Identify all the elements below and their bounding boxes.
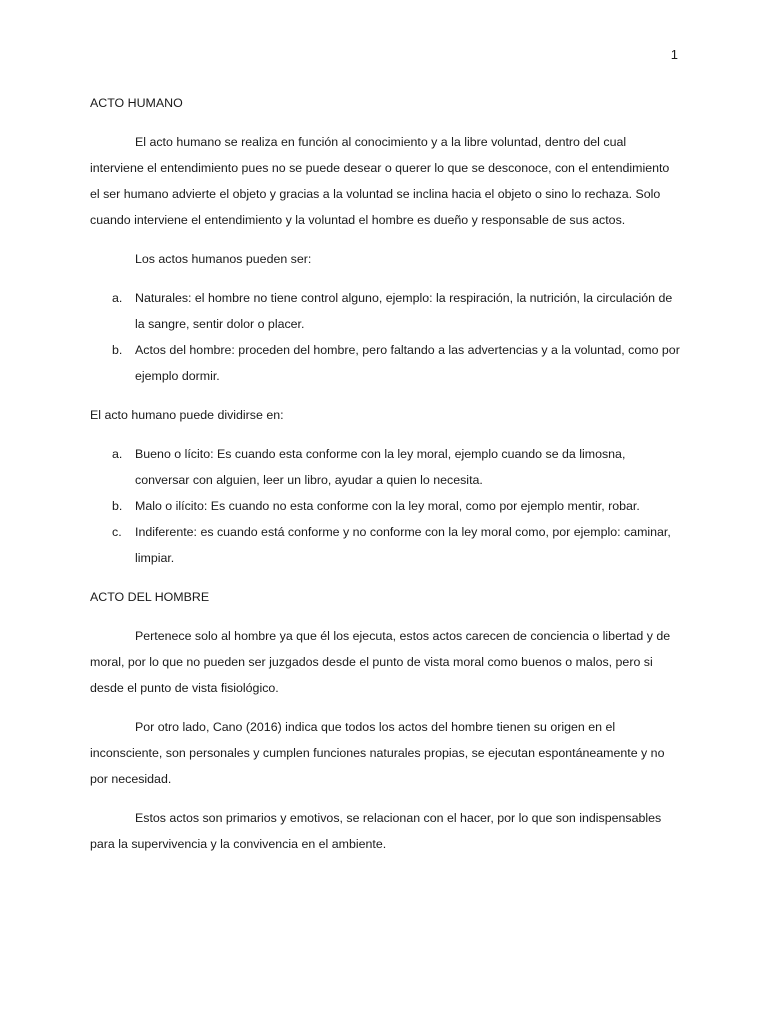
list-actos-humanos <box>90 285 682 389</box>
paragraph-acto-humano-intro: El acto humano se realiza en función al conocimiento y a la libre voluntad, dentro del cual interviene el entendimiento pues no se puede desear o querer lo que se desconoce, con el entendimiento el ser humano advierte el objeto y gracias a la voluntad se inclina hacia el objeto o sino lo rechaza. Solo cuando interviene el entendimiento y la voluntad el hombre es dueño y responsable de sus actos. <box>90 135 670 227</box>
list-marker: a. <box>112 447 123 461</box>
list-item <box>90 337 682 389</box>
document-body <box>90 90 682 870</box>
list-item <box>90 493 682 519</box>
list-item-text: Naturales: el hombre no tiene control alguno, ejemplo: la respiración, la nutrición, la circulación de la sangre, sentir dolor o placer. <box>135 291 673 331</box>
list-divisiones <box>90 441 682 571</box>
list-item-text: Actos del hombre: proceden del hombre, pero faltando a las advertencias y a la voluntad, como por ejemplo dormir. <box>135 343 680 383</box>
list-item <box>90 519 682 571</box>
paragraph: Estos actos son primarios y emotivos, se relacionan con el hacer, por lo que son indispensables para la supervivencia y la convivencia en el ambiente. <box>90 811 662 851</box>
list-marker: c. <box>112 525 122 539</box>
section-heading-acto-del-hombre: ACTO DEL HOMBRE <box>90 590 210 604</box>
list-lead-divisiones: El acto humano puede dividirse en: <box>90 408 284 422</box>
list-item <box>90 441 682 493</box>
section-heading-acto-humano: ACTO HUMANO <box>90 96 183 110</box>
page-number: 1 <box>670 47 678 62</box>
list-item-text: Indiferente: es cuando está conforme y no conforme con la ley moral como, por ejemplo: caminar, limpiar. <box>135 525 671 565</box>
paragraph: Por otro lado, Cano (2016) indica que todos los actos del hombre tienen su origen en el inconsciente, son personales y cumplen funciones naturales propias, se ejecutan espontáneamente y no por necesidad. <box>90 720 665 786</box>
paragraph: Pertenece solo al hombre ya que él los ejecuta, estos actos carecen de conciencia o libertad y de moral, por lo que no pueden ser juzgados desde el punto de vista moral como buenos o malos, pero si desde el punto de vista fisiológico. <box>90 629 671 695</box>
list-item-text: Bueno o lícito: Es cuando esta conforme con la ley moral, ejemplo cuando se da limosna, conversar con alguien, leer un libro, ayudar a quien lo necesita. <box>135 447 626 487</box>
list-marker: b. <box>112 343 123 357</box>
list-item-text: Malo o ilícito: Es cuando no esta conforme con la ley moral, como por ejemplo mentir, robar. <box>135 499 640 513</box>
list-marker: b. <box>112 499 123 513</box>
list-lead-actos-humanos: Los actos humanos pueden ser: <box>135 252 312 266</box>
list-marker: a. <box>112 291 123 305</box>
list-item <box>90 285 682 337</box>
